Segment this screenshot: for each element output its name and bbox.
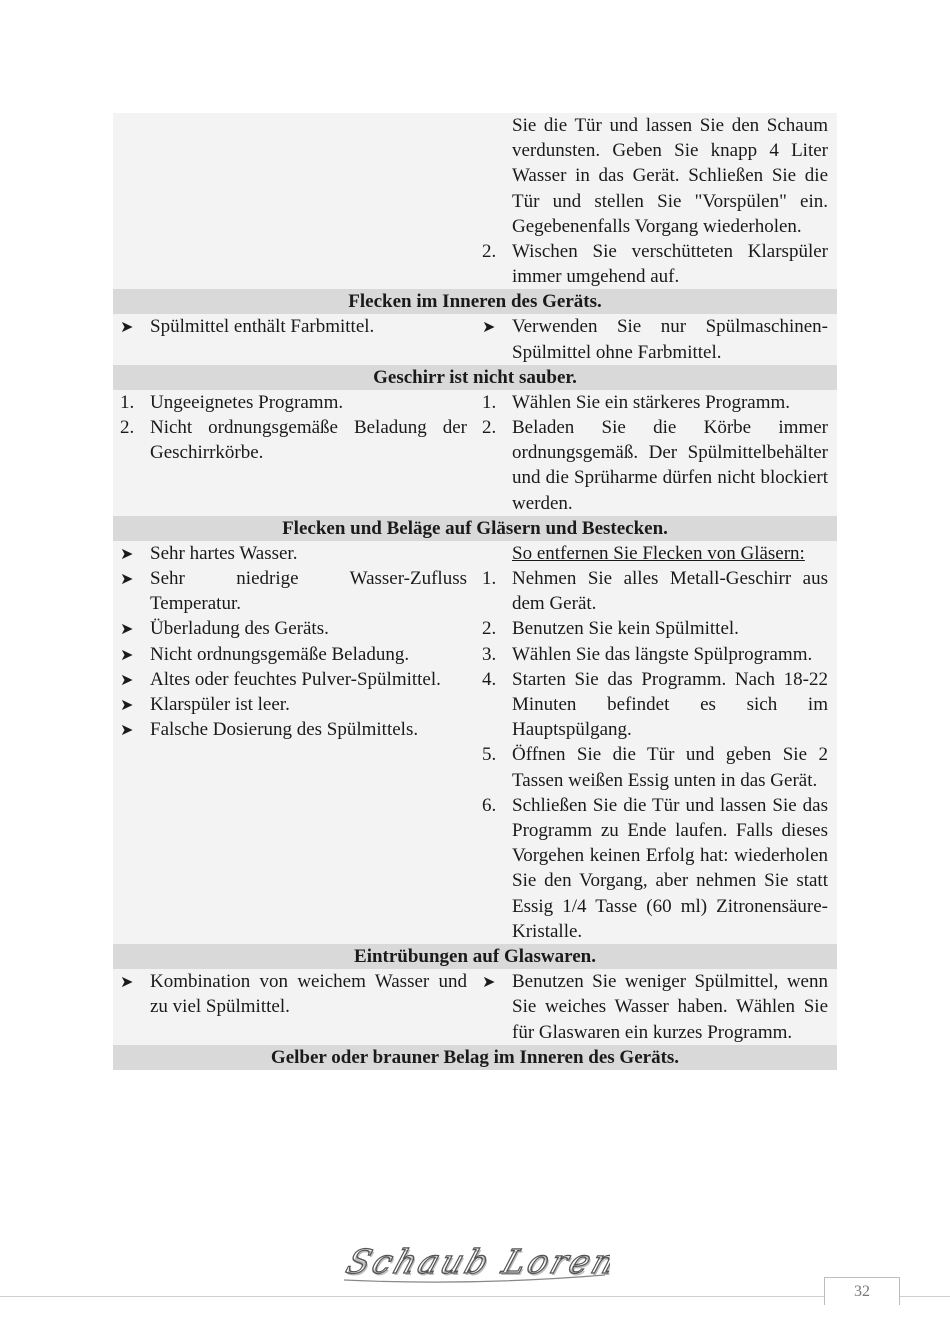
list-item bbox=[120, 314, 467, 339]
arrow-bullet-icon: ➤ bbox=[482, 972, 496, 992]
section-heading: Eintrübungen auf Glaswaren. bbox=[113, 944, 837, 969]
item-text: Benutzen Sie kein Spülmittel. bbox=[512, 618, 739, 640]
list-item bbox=[120, 717, 467, 742]
item-text: Falsche Dosierung des Spülmittels. bbox=[150, 719, 419, 741]
list-number: 2. bbox=[120, 417, 135, 439]
brand-logo-script bbox=[340, 1240, 610, 1286]
item-text: Wählen Sie ein stärkeres Programm. bbox=[512, 391, 791, 413]
table-row bbox=[113, 969, 837, 1045]
arrow-bullet-icon: ➤ bbox=[120, 569, 134, 589]
list-item bbox=[120, 692, 467, 717]
list-item bbox=[120, 667, 467, 692]
list-item bbox=[120, 616, 467, 641]
list-item bbox=[482, 566, 828, 616]
cause-column bbox=[113, 113, 475, 289]
footer-rule bbox=[0, 1296, 824, 1297]
solution-column bbox=[475, 390, 837, 516]
svg-text:Schaub Lorenz: Schaub Lorenz bbox=[343, 1244, 610, 1283]
item-text: Ungeeignetes Programm. bbox=[150, 391, 344, 413]
arrow-bullet-icon: ➤ bbox=[120, 543, 134, 563]
list-item bbox=[482, 642, 828, 667]
item-text: Nicht ordnungsgemäße Beladung. bbox=[150, 643, 410, 665]
cause-column bbox=[113, 969, 475, 1045]
list-item bbox=[120, 642, 467, 667]
footer-rule-right bbox=[900, 1296, 950, 1297]
item-text: Verwenden Sie nur Spülmaschinen-Spülmittel ohne Farbmittel. bbox=[512, 316, 828, 363]
section-heading: Flecken und Beläge auf Gläsern und Bestecken. bbox=[113, 516, 837, 541]
item-text: Überladung des Geräts. bbox=[150, 618, 329, 640]
list-number: 3. bbox=[482, 643, 497, 665]
item-text: Benutzen Sie weniger Spülmittel, wenn Sie weiches Wasser haben. Wählen Sie für Glaswaren ein kurzes Programm. bbox=[512, 971, 828, 1043]
solution-column bbox=[475, 314, 837, 364]
list-number: 1. bbox=[482, 568, 497, 590]
list-number: 1. bbox=[120, 391, 135, 413]
list-item bbox=[482, 616, 828, 641]
cause-column bbox=[113, 314, 475, 364]
item-text: Spülmittel enthält Farbmittel. bbox=[150, 316, 375, 338]
list-number: 1. bbox=[482, 391, 497, 413]
brand-logo bbox=[340, 1240, 610, 1291]
table-row bbox=[113, 541, 837, 944]
list-number: 2. bbox=[482, 417, 497, 439]
list-number: 6. bbox=[482, 794, 497, 816]
list-item bbox=[482, 415, 828, 516]
section-heading: Gelber oder brauner Belag im Inneren des Geräts. bbox=[113, 1045, 837, 1070]
arrow-bullet-icon: ➤ bbox=[120, 972, 134, 992]
list-item bbox=[120, 541, 467, 566]
item-text: Sehr hartes Wasser. bbox=[150, 542, 298, 564]
section-heading: Geschirr ist nicht sauber. bbox=[113, 365, 837, 390]
list-number: 2. bbox=[482, 618, 497, 640]
item-text: Sie die Tür und lassen Sie den Schaum verdunsten. Geben Sie knapp 4 Liter Wasser in das Gerät. Schließen Sie die Tür und stellen Sie "Vorspülen" ein. Gegebenenfalls Vorgang wiederholen. bbox=[512, 115, 828, 237]
solution-column bbox=[475, 113, 837, 289]
solution-intro: So entfernen Sie Flecken von Gläsern: bbox=[512, 542, 805, 564]
item-text: Sehr niedrige Wasser-Zufluss Temperatur. bbox=[150, 568, 467, 615]
list-number: 5. bbox=[482, 744, 497, 766]
list-item bbox=[120, 566, 467, 616]
item-text: Kombination von weichem Wasser und zu viel Spülmittel. bbox=[150, 971, 467, 1018]
list-number: 4. bbox=[482, 668, 497, 690]
arrow-bullet-icon: ➤ bbox=[120, 695, 134, 715]
item-text: Beladen Sie die Körbe immer ordnungsgemäß. Der Spülmittelbehälter und die Sprüharme dürfen nicht blockiert werden. bbox=[512, 417, 828, 514]
table-row bbox=[113, 113, 837, 289]
item-text: Starten Sie das Programm. Nach 18-22 Minuten befindet es sich im Hauptspülgang. bbox=[512, 668, 828, 741]
list-item bbox=[120, 969, 467, 1019]
solution-column bbox=[475, 969, 837, 1045]
cause-column bbox=[113, 541, 475, 944]
table-row bbox=[113, 390, 837, 516]
arrow-bullet-icon: ➤ bbox=[482, 317, 496, 337]
arrow-bullet-icon: ➤ bbox=[120, 619, 134, 639]
item-text: Schließen Sie die Tür und lassen Sie das Programm zu Ende laufen. Falls dieses Vorgehen keinen Erfolg hat: wiederholen Sie den Vorgang, aber nehmen Sie statt Essig 1/4 Tasse (60 ml) Zitronensäure-Kristalle. bbox=[512, 794, 828, 942]
item-text: Nicht ordnungsgemäße Beladung der Geschirrkörbe. bbox=[150, 417, 467, 464]
list-number: 2. bbox=[482, 241, 497, 263]
list-item bbox=[482, 969, 828, 1045]
arrow-bullet-icon: ➤ bbox=[120, 317, 134, 337]
solution-column bbox=[475, 541, 837, 944]
item-text: Klarspüler ist leer. bbox=[150, 694, 290, 716]
list-item bbox=[482, 239, 828, 289]
item-text: Nehmen Sie alles Metall-Geschirr aus dem Gerät. bbox=[512, 568, 828, 615]
arrow-bullet-icon: ➤ bbox=[120, 644, 134, 664]
list-item bbox=[482, 390, 828, 415]
arrow-bullet-icon: ➤ bbox=[120, 669, 134, 689]
list-item bbox=[482, 113, 828, 239]
arrow-bullet-icon: ➤ bbox=[120, 720, 134, 740]
item-text: Öffnen Sie die Tür und geben Sie 2 Tassen weißen Essig unten in das Gerät. bbox=[512, 744, 828, 791]
list-item bbox=[482, 314, 828, 364]
list-item bbox=[482, 793, 828, 944]
cause-column bbox=[113, 390, 475, 516]
list-item bbox=[482, 742, 828, 792]
list-number bbox=[482, 113, 512, 239]
item-text: Wischen Sie verschütteten Klarspüler immer umgehend auf. bbox=[512, 241, 828, 288]
item-text: Altes oder feuchtes Pulver-Spülmittel. bbox=[150, 668, 441, 690]
list-item bbox=[120, 415, 467, 465]
list-item bbox=[120, 390, 467, 415]
list-item bbox=[482, 667, 828, 743]
troubleshooting-table bbox=[113, 113, 837, 1070]
svg-text:Schaub Lorenz: Schaub Lorenz bbox=[341, 1242, 610, 1281]
item-text: Wählen Sie das längste Spülprogramm. bbox=[512, 643, 813, 665]
section-heading: Flecken im Inneren des Geräts. bbox=[113, 289, 837, 314]
page-number: 32 bbox=[824, 1277, 900, 1305]
table-row bbox=[113, 314, 837, 364]
